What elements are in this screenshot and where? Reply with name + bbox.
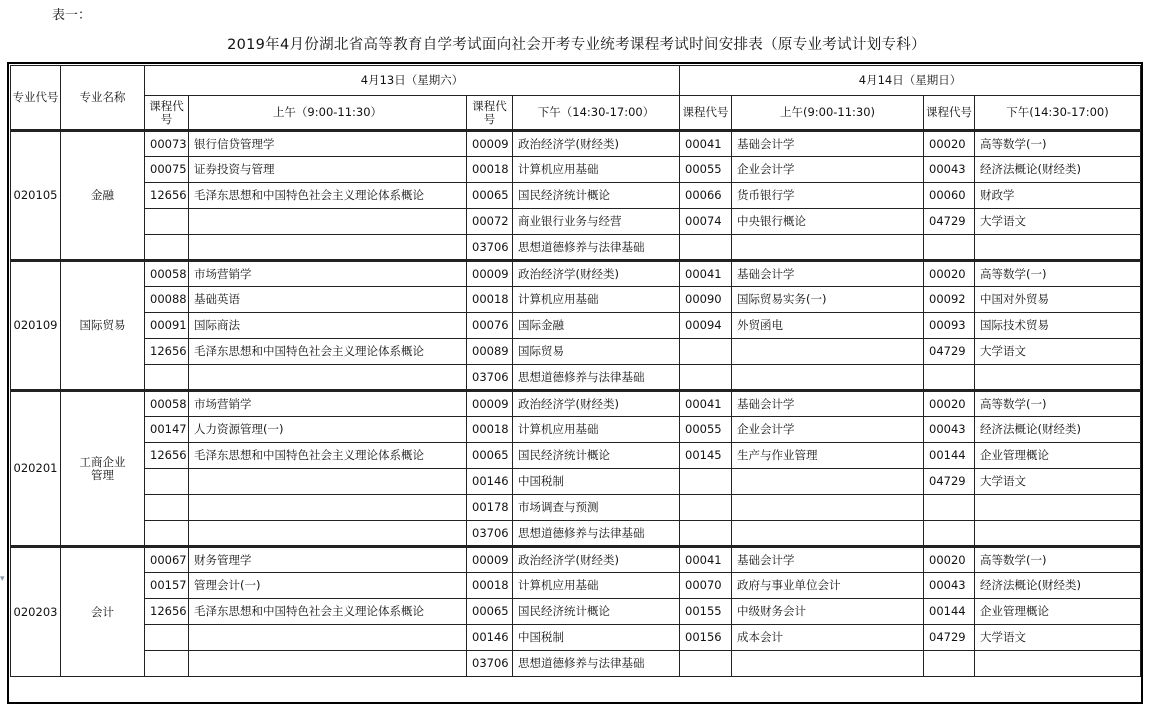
d1-am-course-cell — [189, 495, 467, 521]
d1-am-code-cell: 00058 — [145, 391, 189, 417]
d2-pm-code-cell: 04729 — [924, 625, 975, 651]
d1-am-code-cell — [145, 625, 189, 651]
d2-am-course-cell — [732, 521, 924, 547]
d2-pm-course-cell: 大学语文 — [975, 339, 1141, 365]
d2-pm-course-cell: 财政学 — [975, 183, 1141, 209]
d2-pm-code-cell — [924, 365, 975, 391]
d2-am-course-cell: 基础会计学 — [732, 547, 924, 573]
d2-am-code-cell: 00145 — [680, 443, 732, 469]
major-name-cell: 会计 — [61, 547, 145, 677]
header-d1-am: 上午（9:00-11:30） — [189, 96, 467, 131]
d2-pm-course-cell: 企业管理概论 — [975, 443, 1141, 469]
d1-am-course-cell: 毛泽东思想和中国特色社会主义理论体系概论 — [189, 339, 467, 365]
d2-am-course-cell — [732, 651, 924, 677]
d2-am-course-cell: 基础会计学 — [732, 131, 924, 157]
d2-am-course-cell: 企业会计学 — [732, 157, 924, 183]
collapse-arrow-icon[interactable]: ▾ — [0, 574, 5, 584]
d1-pm-course-cell: 政治经济学(财经类) — [513, 391, 680, 417]
table-row — [11, 521, 1141, 547]
d1-am-code-cell: 00088 — [145, 287, 189, 313]
d2-pm-code-cell — [924, 651, 975, 677]
d1-am-code-cell: 00157 — [145, 573, 189, 599]
header-day2: 4月14日（星期日） — [680, 66, 1141, 96]
d1-am-code-cell — [145, 235, 189, 261]
d1-am-code-cell: 12656 — [145, 183, 189, 209]
table-row — [11, 235, 1141, 261]
d1-pm-code-cell: 03706 — [467, 235, 513, 261]
d1-pm-code-cell: 00065 — [467, 599, 513, 625]
d1-pm-code-cell: 00076 — [467, 313, 513, 339]
page-title: 2019年4月份湖北省高等教育自学考试面向社会开考专业统考课程考试时间安排表（原专业考试计划专科） — [227, 37, 926, 53]
d1-am-course-cell: 市场营销学 — [189, 261, 467, 287]
d1-am-course-cell — [189, 521, 467, 547]
d1-pm-code-cell: 00065 — [467, 443, 513, 469]
d2-pm-course-cell: 高等数学(一) — [975, 131, 1141, 157]
d2-am-code-cell: 00055 — [680, 157, 732, 183]
d2-pm-course-cell — [975, 235, 1141, 261]
d1-am-course-cell: 证券投资与管理 — [189, 157, 467, 183]
d1-am-course-cell: 毛泽东思想和中国特色社会主义理论体系概论 — [189, 443, 467, 469]
table-row — [11, 599, 1141, 625]
d1-pm-code-cell: 00146 — [467, 625, 513, 651]
d2-pm-code-cell: 00060 — [924, 183, 975, 209]
d1-am-course-cell: 管理会计(一) — [189, 573, 467, 599]
d1-pm-course-cell: 计算机应用基础 — [513, 157, 680, 183]
d2-am-code-cell — [680, 521, 732, 547]
d2-am-code-cell: 00090 — [680, 287, 732, 313]
table-row — [11, 313, 1141, 339]
d2-am-code-cell: 00156 — [680, 625, 732, 651]
header-major-name: 专业名称 — [61, 66, 145, 131]
major-code-cell: 020109 — [11, 261, 61, 391]
d1-am-course-cell — [189, 469, 467, 495]
d2-am-code-cell: 00074 — [680, 209, 732, 235]
d2-am-course-cell: 货币银行学 — [732, 183, 924, 209]
d1-pm-course-cell: 国际金融 — [513, 313, 680, 339]
d1-pm-course-cell: 中国税制 — [513, 469, 680, 495]
d1-pm-code-cell: 00146 — [467, 469, 513, 495]
d1-am-course-cell: 毛泽东思想和中国特色社会主义理论体系概论 — [189, 599, 467, 625]
d2-am-code-cell — [680, 235, 732, 261]
d2-am-code-cell: 00041 — [680, 391, 732, 417]
d2-pm-course-cell — [975, 365, 1141, 391]
d2-am-course-cell — [732, 339, 924, 365]
table-row — [11, 391, 1141, 417]
d1-am-course-cell: 人力资源管理(一) — [189, 417, 467, 443]
d1-am-course-cell — [189, 209, 467, 235]
d2-pm-course-cell: 大学语文 — [975, 209, 1141, 235]
d2-am-course-cell — [732, 235, 924, 261]
d2-pm-code-cell: 00092 — [924, 287, 975, 313]
d1-pm-code-cell: 00065 — [467, 183, 513, 209]
d2-pm-course-cell: 经济法概论(财经类) — [975, 417, 1141, 443]
d1-am-code-cell: 00075 — [145, 157, 189, 183]
d1-am-course-cell: 银行信贷管理学 — [189, 131, 467, 157]
d1-pm-course-cell: 市场调查与预测 — [513, 495, 680, 521]
d1-am-code-cell — [145, 469, 189, 495]
d1-pm-code-cell: 00178 — [467, 495, 513, 521]
d2-am-course-cell — [732, 495, 924, 521]
d1-am-code-cell — [145, 521, 189, 547]
d2-am-code-cell — [680, 469, 732, 495]
d2-am-code-cell — [680, 651, 732, 677]
table-row — [11, 339, 1141, 365]
d2-pm-course-cell: 中国对外贸易 — [975, 287, 1141, 313]
d2-am-course-cell: 中央银行概论 — [732, 209, 924, 235]
d2-pm-code-cell: 00043 — [924, 573, 975, 599]
header-d1-pm: 下午（14:30-17:00） — [513, 96, 680, 131]
header-day1: 4月13日（星期六） — [145, 66, 680, 96]
table-label: 表一： — [52, 8, 92, 23]
d2-am-code-cell — [680, 365, 732, 391]
header-row-sessions — [11, 96, 1141, 131]
table-row — [11, 365, 1141, 391]
d1-pm-code-cell: 00018 — [467, 287, 513, 313]
d1-pm-code-cell: 00009 — [467, 131, 513, 157]
table-row — [11, 573, 1141, 599]
table-row — [11, 651, 1141, 677]
d1-am-code-cell: 00058 — [145, 261, 189, 287]
d1-am-code-cell: 00073 — [145, 131, 189, 157]
d1-pm-course-cell: 国民经济统计概论 — [513, 443, 680, 469]
header-course-code: 课程代号 — [924, 96, 975, 131]
d1-am-code-cell — [145, 365, 189, 391]
d1-am-code-cell — [145, 651, 189, 677]
d2-pm-course-cell: 高等数学(一) — [975, 547, 1141, 573]
header-major-code: 专业代号 — [11, 66, 61, 131]
d1-pm-course-cell: 政治经济学(财经类) — [513, 131, 680, 157]
d2-pm-code-cell: 00144 — [924, 443, 975, 469]
d1-am-course-cell: 财务管理学 — [189, 547, 467, 573]
table-row — [11, 287, 1141, 313]
table-row — [11, 131, 1141, 157]
d1-pm-code-cell: 00018 — [467, 417, 513, 443]
d1-am-code-cell — [145, 209, 189, 235]
d1-am-course-cell: 毛泽东思想和中国特色社会主义理论体系概论 — [189, 183, 467, 209]
d1-am-code-cell: 00147 — [145, 417, 189, 443]
d1-pm-course-cell: 思想道德修养与法律基础 — [513, 521, 680, 547]
major-code-cell: 020203 — [11, 547, 61, 677]
d2-pm-code-cell: 00093 — [924, 313, 975, 339]
d1-pm-code-cell: 00009 — [467, 547, 513, 573]
major-name-cell: 工商企业管理 — [61, 391, 145, 547]
d2-pm-code-cell: 00043 — [924, 417, 975, 443]
d2-am-code-cell — [680, 339, 732, 365]
table-row — [11, 469, 1141, 495]
d2-am-code-cell: 00041 — [680, 131, 732, 157]
d1-pm-code-cell: 00009 — [467, 391, 513, 417]
d1-am-course-cell — [189, 625, 467, 651]
d2-pm-course-cell: 大学语文 — [975, 625, 1141, 651]
d1-am-course-cell: 市场营销学 — [189, 391, 467, 417]
d2-pm-code-cell: 00020 — [924, 261, 975, 287]
d2-pm-course-cell: 大学语文 — [975, 469, 1141, 495]
d2-pm-course-cell: 企业管理概论 — [975, 599, 1141, 625]
d1-am-code-cell: 12656 — [145, 443, 189, 469]
table-row — [11, 209, 1141, 235]
d2-pm-code-cell — [924, 495, 975, 521]
d2-am-course-cell: 中级财务会计 — [732, 599, 924, 625]
d2-am-code-cell: 00070 — [680, 573, 732, 599]
d1-pm-code-cell: 03706 — [467, 651, 513, 677]
d1-pm-course-cell: 商业银行业务与经营 — [513, 209, 680, 235]
d2-am-course-cell: 基础会计学 — [732, 261, 924, 287]
table-row — [11, 157, 1141, 183]
d1-am-course-cell — [189, 365, 467, 391]
d2-pm-code-cell: 04729 — [924, 339, 975, 365]
d1-pm-course-cell: 国民经济统计概论 — [513, 599, 680, 625]
d1-pm-course-cell: 计算机应用基础 — [513, 287, 680, 313]
d1-am-code-cell — [145, 495, 189, 521]
d2-pm-course-cell: 高等数学(一) — [975, 261, 1141, 287]
d2-am-course-cell: 生产与作业管理 — [732, 443, 924, 469]
d2-pm-code-cell: 04729 — [924, 469, 975, 495]
d2-pm-code-cell: 00043 — [924, 157, 975, 183]
d2-pm-code-cell: 00020 — [924, 547, 975, 573]
table-row — [11, 495, 1141, 521]
d1-am-course-cell — [189, 235, 467, 261]
header-course-code: 课程代号 — [467, 96, 513, 131]
major-code-cell: 020105 — [11, 131, 61, 261]
d1-pm-code-cell: 00018 — [467, 573, 513, 599]
d1-am-code-cell: 12656 — [145, 339, 189, 365]
table-row — [11, 443, 1141, 469]
major-code-cell: 020201 — [11, 391, 61, 547]
d2-am-code-cell: 00041 — [680, 547, 732, 573]
d2-pm-code-cell: 04729 — [924, 209, 975, 235]
d1-pm-code-cell: 00089 — [467, 339, 513, 365]
d1-pm-code-cell: 03706 — [467, 521, 513, 547]
d1-am-code-cell: 00091 — [145, 313, 189, 339]
major-name-cell: 金融 — [61, 131, 145, 261]
exam-schedule-table — [10, 65, 1141, 677]
d2-pm-code-cell: 00020 — [924, 391, 975, 417]
d1-pm-code-cell: 00018 — [467, 157, 513, 183]
d2-am-course-cell: 政府与事业单位会计 — [732, 573, 924, 599]
table-row — [11, 547, 1141, 573]
table-row — [11, 261, 1141, 287]
d1-am-code-cell: 12656 — [145, 599, 189, 625]
d2-pm-course-cell — [975, 521, 1141, 547]
d2-am-code-cell — [680, 495, 732, 521]
d2-am-course-cell: 外贸函电 — [732, 313, 924, 339]
d1-pm-course-cell: 思想道德修养与法律基础 — [513, 651, 680, 677]
d1-am-code-cell: 00067 — [145, 547, 189, 573]
header-course-code: 课程代号 — [680, 96, 732, 131]
d2-pm-code-cell: 00020 — [924, 131, 975, 157]
header-d2-am: 上午(9:00-11:30) — [732, 96, 924, 131]
header-row-days — [11, 66, 1141, 96]
header-d2-pm: 下午(14:30-17:00) — [975, 96, 1141, 131]
d1-pm-course-cell: 计算机应用基础 — [513, 417, 680, 443]
d2-pm-course-cell: 国际技术贸易 — [975, 313, 1141, 339]
table-row — [11, 183, 1141, 209]
d2-pm-course-cell — [975, 651, 1141, 677]
d2-pm-course-cell — [975, 495, 1141, 521]
d2-pm-code-cell — [924, 521, 975, 547]
d2-am-code-cell: 00155 — [680, 599, 732, 625]
d1-pm-code-cell: 00009 — [467, 261, 513, 287]
d2-am-course-cell: 国际贸易实务(一) — [732, 287, 924, 313]
d1-pm-code-cell: 00072 — [467, 209, 513, 235]
d1-pm-course-cell: 计算机应用基础 — [513, 573, 680, 599]
d1-pm-course-cell: 政治经济学(财经类) — [513, 547, 680, 573]
d2-pm-code-cell — [924, 235, 975, 261]
d1-pm-course-cell: 国际贸易 — [513, 339, 680, 365]
d1-am-course-cell — [189, 651, 467, 677]
d2-am-code-cell: 00094 — [680, 313, 732, 339]
d2-am-course-cell: 企业会计学 — [732, 417, 924, 443]
header-course-code: 课程代号 — [145, 96, 189, 131]
d1-pm-course-cell: 中国税制 — [513, 625, 680, 651]
d1-pm-course-cell: 思想道德修养与法律基础 — [513, 235, 680, 261]
d2-pm-course-cell: 经济法概论(财经类) — [975, 157, 1141, 183]
d2-pm-course-cell: 高等数学(一) — [975, 391, 1141, 417]
d2-am-code-cell: 00055 — [680, 417, 732, 443]
d1-pm-code-cell: 03706 — [467, 365, 513, 391]
d2-am-code-cell: 00066 — [680, 183, 732, 209]
d2-pm-course-cell: 经济法概论(财经类) — [975, 573, 1141, 599]
d2-am-course-cell — [732, 469, 924, 495]
d2-pm-code-cell: 00144 — [924, 599, 975, 625]
d2-am-course-cell — [732, 365, 924, 391]
table-row — [11, 625, 1141, 651]
table-row — [11, 417, 1141, 443]
d1-am-course-cell: 基础英语 — [189, 287, 467, 313]
d1-am-course-cell: 国际商法 — [189, 313, 467, 339]
d2-am-code-cell: 00041 — [680, 261, 732, 287]
major-name-cell: 国际贸易 — [61, 261, 145, 391]
d1-pm-course-cell: 思想道德修养与法律基础 — [513, 365, 680, 391]
d2-am-course-cell: 基础会计学 — [732, 391, 924, 417]
d1-pm-course-cell: 政治经济学(财经类) — [513, 261, 680, 287]
d1-pm-course-cell: 国民经济统计概论 — [513, 183, 680, 209]
d2-am-course-cell: 成本会计 — [732, 625, 924, 651]
